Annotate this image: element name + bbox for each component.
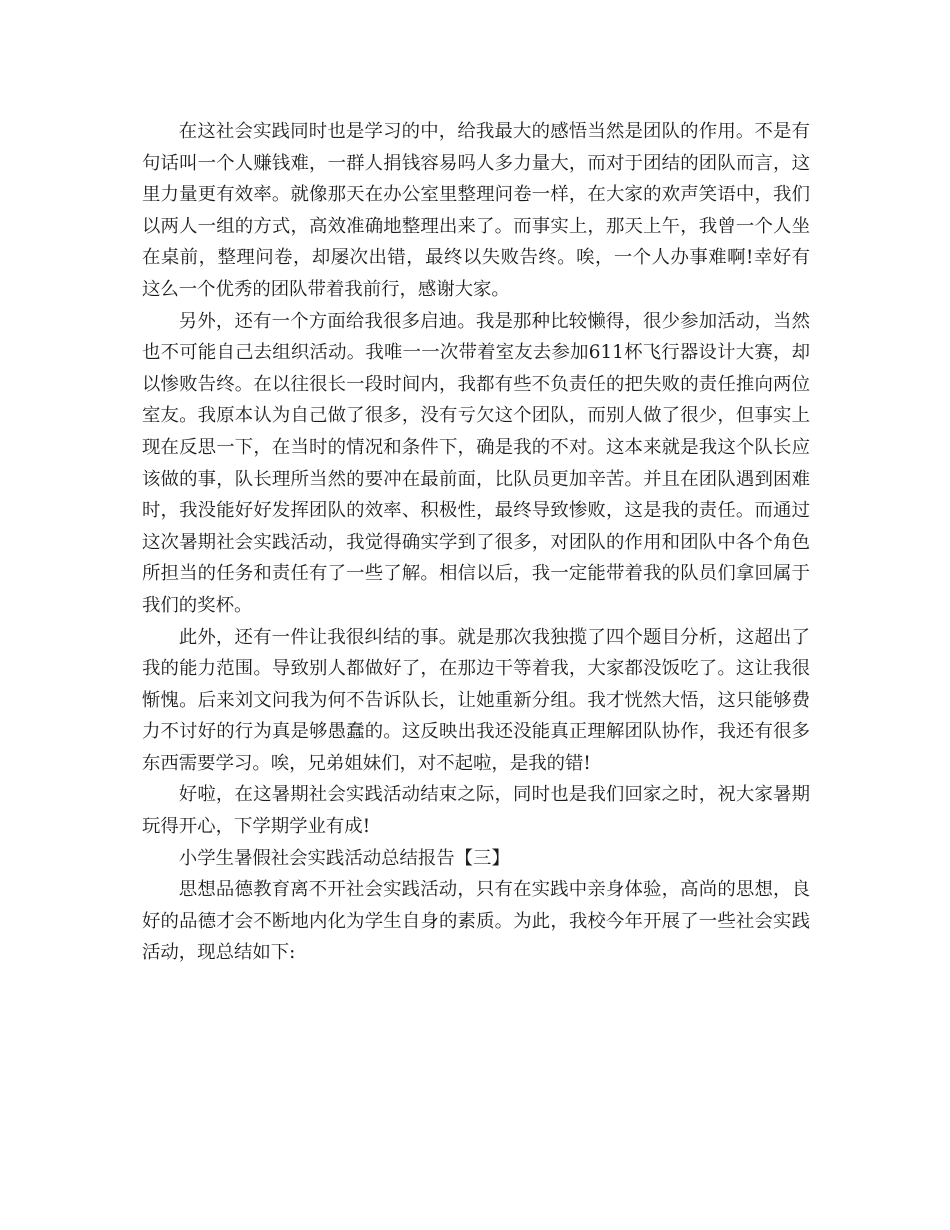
paragraph-teamwork: 在这社会实践同时也是学习的中，给我最大的感悟当然是团队的作用。不是有句话叫一个人赚钱难，一群人捐钱容易吗人多力量大，而对于团结的团队而言，这里力量更有效率。就像那天在办公室里整理问卷一样，在大家的欢声笑语中，我们以两人一组的方式，高效准确地整理出来了。而事实上，那天上午，我曾一个人坐在桌前，整理问卷，却屡次出错，最终以失败告终。唉，一个人办事难啊!幸好有这么一个优秀的团队带着我前行，感谢大家。 bbox=[142, 121, 810, 300]
paragraph-farewell: 好啦，在这暑期社会实践活动结束之际，同时也是我们回家之时，祝大家暑期玩得开心，下学期学业有成! bbox=[142, 784, 810, 838]
section-heading: 小学生暑假社会实践活动总结报告【三】 bbox=[178, 847, 510, 869]
paragraph-dilemma: 此外，还有一件让我很纠结的事。就是那次我独揽了四个题目分析，这超出了我的能力范围。导致别人都做好了，在那边干等着我，大家都没饭吃了。这让我很惭愧。后来刘文问我为何不告诉队长，让她重新分组。我才恍然大悟，这只能够费力不讨好的行为真是够愚蠢的。这反映出我还没能真正理解团队协作，我还有很多东西需要学习。唉，兄弟姐妹们，对不起啦，是我的错! bbox=[142, 626, 810, 774]
paragraph-summary-intro: 思想品德教育离不开社会实践活动，只有在实践中亲身体验，高尚的思想，良好的品德才会不断地内化为学生自身的素质。为此，我校今年开展了一些社会实践活动，现总结如下: bbox=[142, 879, 810, 964]
document-body bbox=[142, 116, 810, 969]
paragraph-inspiration: 另外，还有一个方面给我很多启迪。我是那种比较懒得，很少参加活动，当然也不可能自己去组织活动。我唯一一次带着室友去参加611杯飞行器设计大赛，却以惨败告终。在以往很长一段时间内，我都有些不负责任的把失败的责任推向两位室友。我原本认为自己做了很多，没有亏欠这个团队，而别人做了很少，但事实上现在反思一下，在当时的情况和条件下，确是我的不对。这本来就是我这个队长应该做的事，队长理所当然的要冲在最前面，比队员更加辛苦。并且在团队遇到困难时，我没能好好发挥团队的效率、积极性，最终导致惨败，这是我的责任。而通过这次暑期社会实践活动，我觉得确实学到了很多，对团队的作用和团队中各个角色所担当的任务和责任有了一些了解。相信以后，我一定能带着我的队员们拿回属于我们的奖杯。 bbox=[142, 310, 810, 616]
